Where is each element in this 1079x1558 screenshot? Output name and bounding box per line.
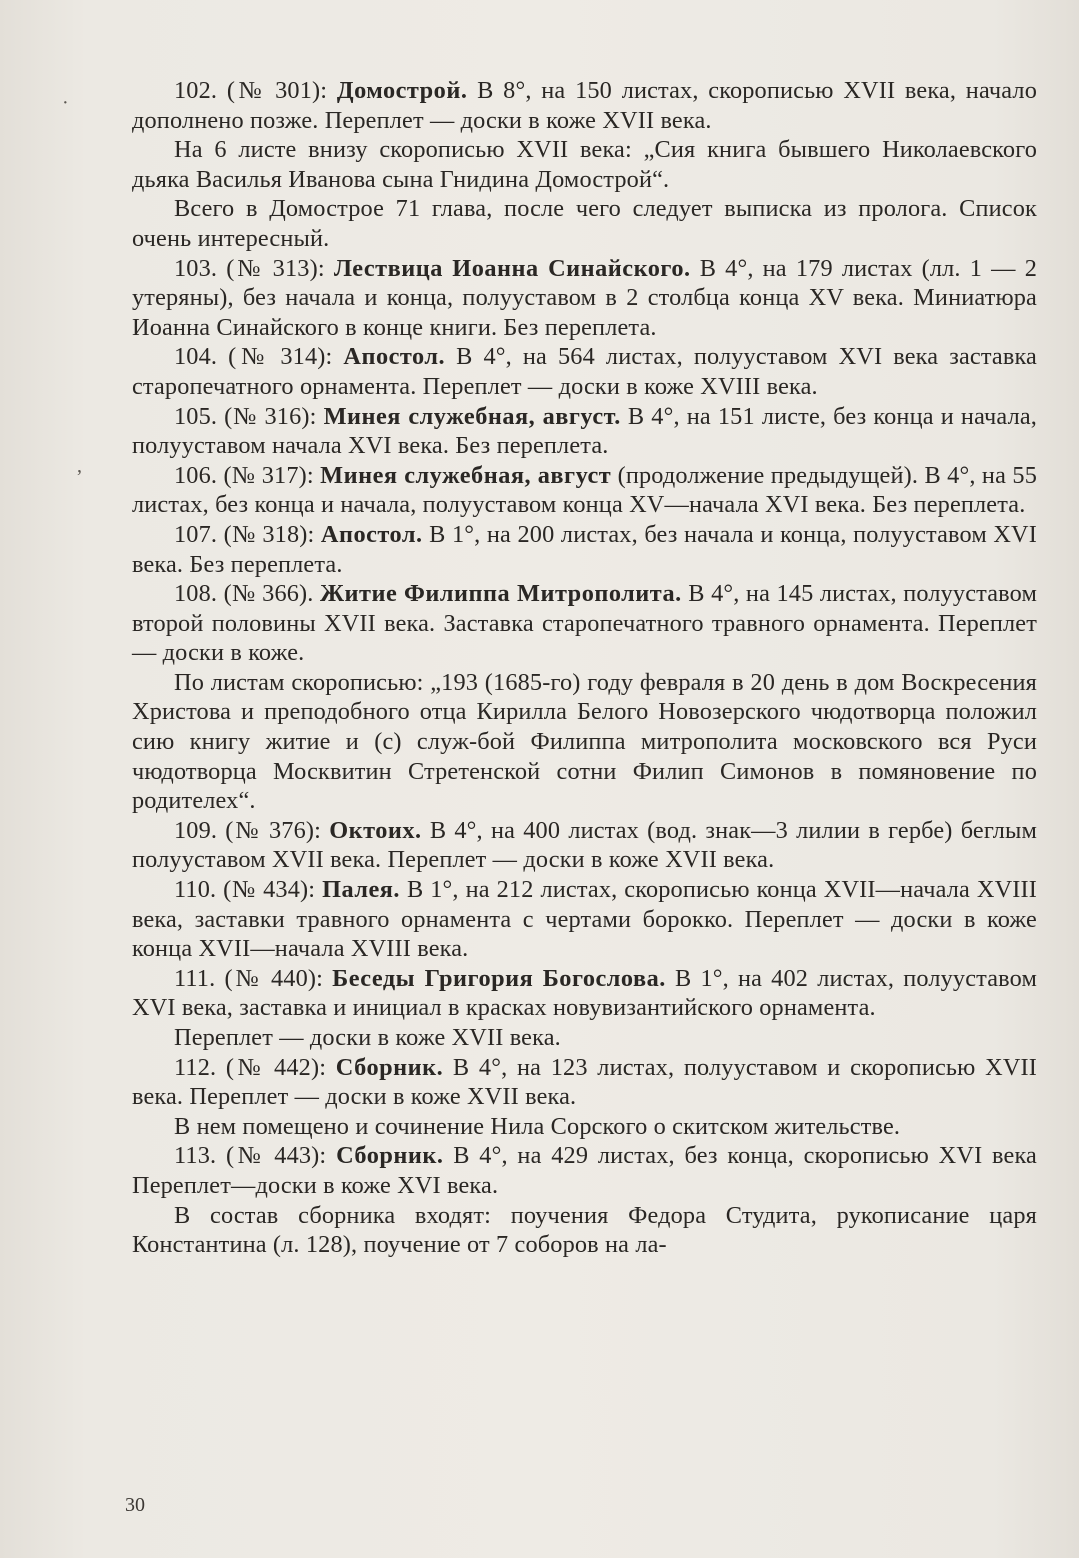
entry-105 bbox=[132, 402, 1037, 461]
entry-110 bbox=[132, 875, 1037, 964]
entry-number: 109. (№ 376): bbox=[174, 816, 330, 844]
entry-note: В нем помещено и сочинение Нила Сорского о скитском жительстве. bbox=[174, 1112, 901, 1140]
entry-title: Домострой. bbox=[336, 77, 468, 104]
entry-description: В 4°, на 429 листах, без конца, скорописью XVI века Переплет—доски в коже XVI века. bbox=[132, 1142, 1037, 1199]
entry-title: Лествица Иоанна Синайского. bbox=[333, 254, 691, 282]
entry-title: Сборник. bbox=[336, 1142, 444, 1170]
entry-note: Переплет — доски в коже XVII века. bbox=[174, 1024, 561, 1051]
entry-number: 106. (№ 317): bbox=[174, 461, 321, 489]
entry-description: (продолжение предыдущей). В 4°, на 55 листах, без конца и начала, полууставом конца XV—начала XVI века. Без переплета. bbox=[132, 461, 1037, 519]
entry-108 bbox=[132, 579, 1037, 668]
entry-number: 108. (№ 366). bbox=[174, 580, 320, 608]
entry-113 bbox=[132, 1141, 1037, 1200]
entry-title: Апостол. bbox=[343, 343, 446, 371]
page-number: 30 bbox=[125, 1494, 145, 1516]
entry-number: 103. (№ 313): bbox=[174, 254, 334, 282]
entry-title: Палея. bbox=[322, 876, 401, 904]
entry-title: Сборник. bbox=[335, 1053, 444, 1081]
entry-description: В 1°, на 200 листах, без начала и конца, полууставом XVI века. Без переплета. bbox=[132, 520, 1037, 578]
entry-number: 111. (№ 440): bbox=[174, 964, 333, 992]
entry-description: В 8°, на 150 листах, скорописью XVII века, начало дополнено позже. Переплет — доски в коже XVII века. bbox=[132, 77, 1037, 134]
entry-note: Всего в Домострое 71 глава, после чего следует выписка из пролога. Список очень интересный. bbox=[132, 195, 1037, 252]
margin-dot: · bbox=[62, 92, 69, 114]
entry-title: Беседы Григория Богослова. bbox=[332, 964, 666, 992]
entry-description: В 1°, на 212 листах, скорописью конца XVII—начала XVIII века, заставки травного орнамента с чертами борокко. Переплет — доски в коже конца XVII—начала XVIII века. bbox=[132, 876, 1037, 963]
entry-102 bbox=[132, 76, 1037, 135]
entry-note: В состав сборника входят: поучения Федора Студита, рукописание царя Константина (л. 128), поучение от 7 соборов на ла- bbox=[132, 1201, 1037, 1259]
entry-description: В 4°, на 151 листе, без конца и начала, полууставом начала XVI века. Без переплета. bbox=[132, 402, 1037, 460]
entry-number: 110. (№ 434): bbox=[174, 876, 323, 904]
entry-note: По листам скорописью: „193 (1685-го) году февраля в 20 день в дом Воскресения Христова и преподобного отца Кирилла Белого Новозерского чюдотворца положил сию книгу житие и (с) служ-бой Филиппа митрополита московского вся Руси чюдотворца Москвитин Стретенской сотни Филип Симонов в помяновение по родителех“. bbox=[132, 668, 1037, 815]
entry-109 bbox=[132, 816, 1037, 875]
entry-number: 113. (№ 443): bbox=[174, 1142, 337, 1170]
entry-description: В 4°, на 123 листах, полууставом и скорописью XVII века. Переплет — доски в коже XVII века. bbox=[132, 1053, 1038, 1111]
entry-description: В 1°, на 402 листах, полууставом XVI века, заставка и инициал в красках новувизантийского орнамента. bbox=[132, 964, 1037, 1022]
entry-111 bbox=[132, 964, 1037, 1023]
entry-number: 107. (№ 318): bbox=[174, 520, 321, 548]
entry-number: 102. (№ 301): bbox=[174, 77, 337, 104]
entry-description: В 4°, на 145 листах, полууставом второй половины XVII века. Заставка старопечатного травного орнамента. Переплет — доски в коже. bbox=[132, 580, 1037, 667]
entry-note: На 6 листе внизу скорописью XVII века: „Сия книга бывшего Николаевского дьяка Василья Иванова сына Гнидина Домострой“. bbox=[132, 136, 1037, 193]
margin-tick: ‚ bbox=[76, 455, 83, 477]
entry-description: В 4°, на 564 листах, полууставом XVI века заставка старопечатного орнамента. Переплет — доски в коже XVIII века. bbox=[132, 343, 1037, 400]
entry-title: Минея служебная, август bbox=[320, 461, 612, 489]
entry-107 bbox=[132, 520, 1037, 579]
entry-title: Житие Филиппа Митрополита. bbox=[319, 580, 682, 608]
entry-number: 104. (№ 314): bbox=[174, 343, 344, 371]
entry-103 bbox=[132, 254, 1037, 343]
entry-title: Октоих. bbox=[329, 816, 422, 844]
entry-number: 112. (№ 442): bbox=[174, 1053, 336, 1081]
entry-title: Минея служебная, август. bbox=[323, 402, 621, 430]
entry-number: 105. (№ 316): bbox=[174, 402, 324, 430]
entry-104 bbox=[132, 342, 1037, 401]
catalog-text bbox=[132, 76, 1037, 1260]
entry-title: Апостол. bbox=[320, 520, 423, 548]
entry-description: В 4°, на 400 листах (вод. знак—3 лилии в гербе) беглым полууставом XVII века. Переплет — доски в коже XVII века. bbox=[132, 816, 1037, 874]
entry-112 bbox=[132, 1053, 1037, 1112]
entry-description: В 4°, на 179 листах (лл. 1 — 2 утеряны), без начала и конца, полууставом в 2 столбца конца XV века. Миниатюра Иоанна Синайского в конце книги. Без переплета. bbox=[132, 254, 1038, 341]
entry-106 bbox=[132, 461, 1037, 520]
